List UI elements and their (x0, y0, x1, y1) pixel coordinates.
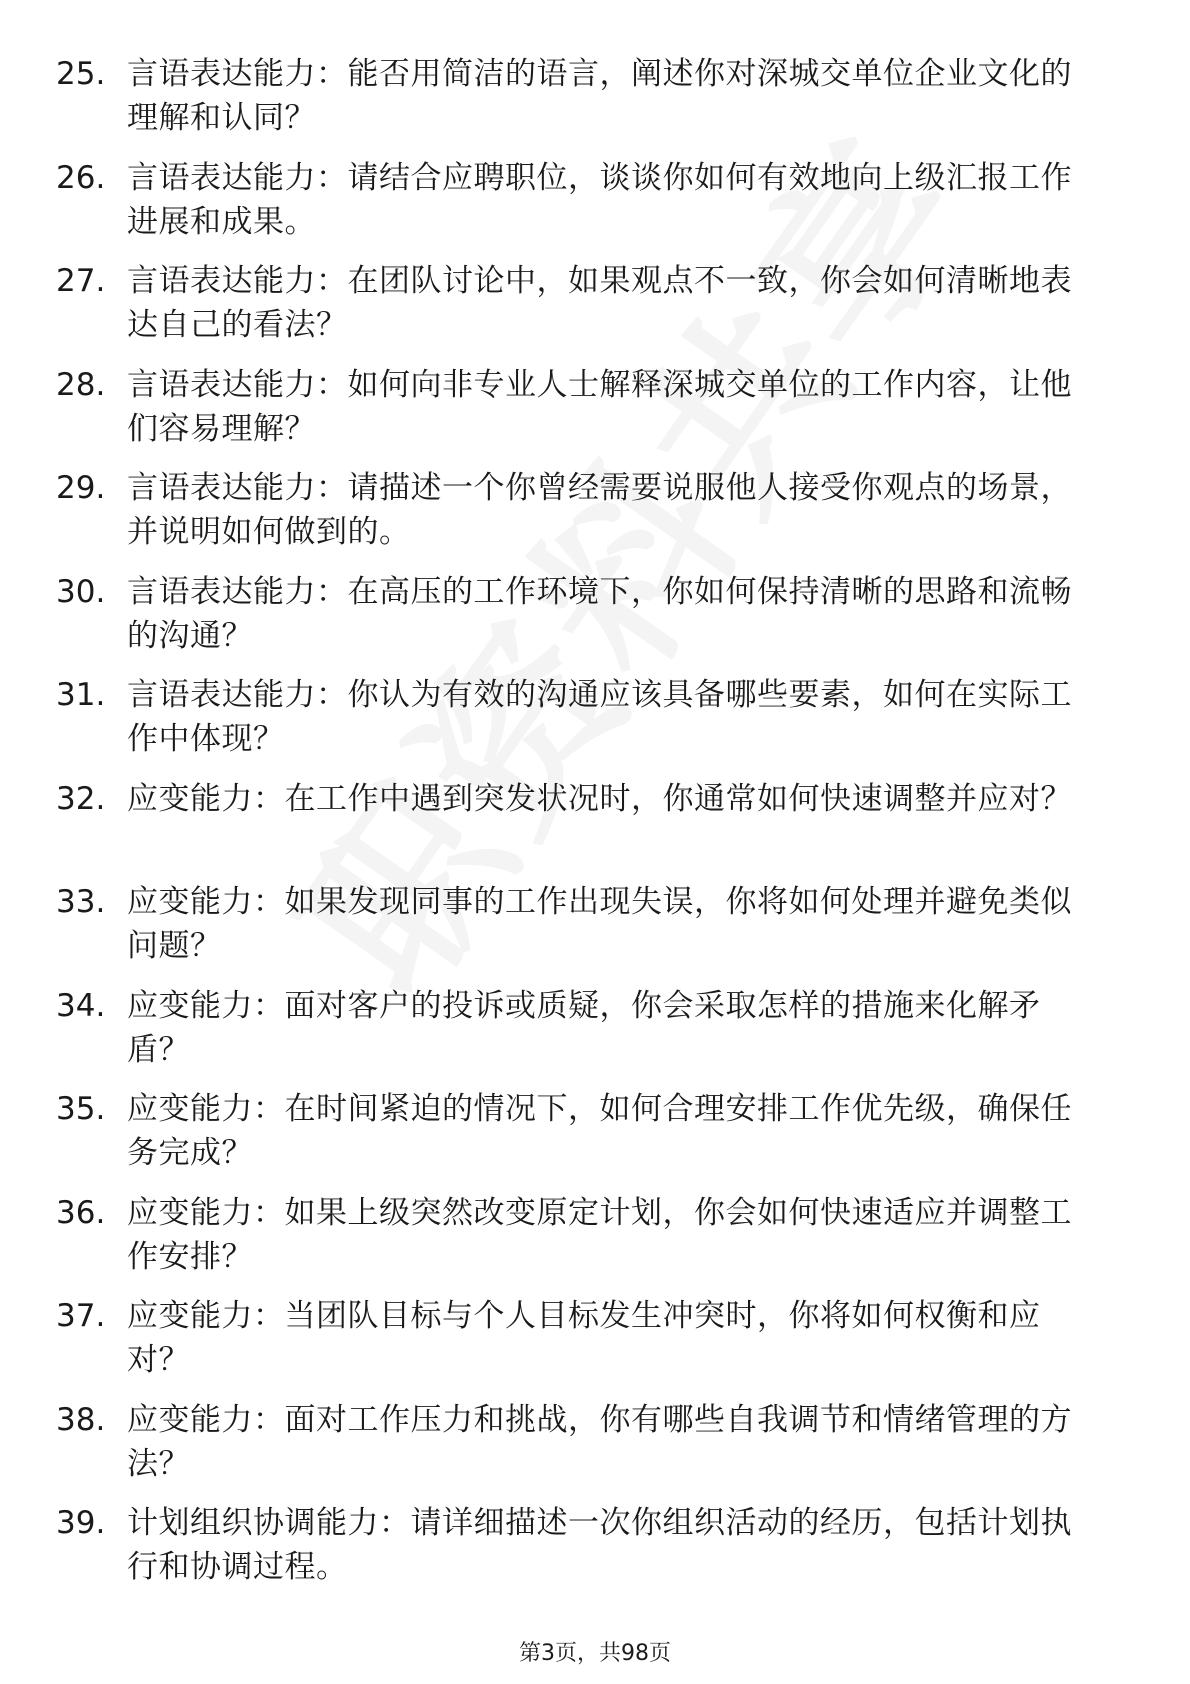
question-text: 应变能力：在工作中遇到突发状况时，你通常如何快速调整并应对？ (127, 780, 1072, 817)
question-text: 应变能力：在时间紧迫的情况下，如何合理安排工作优先级，确保任务完成？ (127, 1091, 1072, 1171)
question-item (56, 1191, 1136, 1295)
question-number: 35. (56, 1091, 106, 1127)
question-text: 言语表达能力：能否用简洁的语言，阐述你对深城交单位企业文化的理解和认同？ (127, 56, 1072, 136)
question-item (56, 1294, 1136, 1398)
question-number: 33. (56, 884, 106, 920)
question-text: 应变能力：如果上级突然改变原定计划，你会如何快速适应并调整工作安排？ (127, 1194, 1072, 1275)
question-text: 言语表达能力：请描述一个你曾经需要说服他人接受你观点的场景，并说明如何做到的。 (127, 470, 1072, 550)
question-text: 言语表达能力：请结合应聘职位，谈谈你如何有效地向上级汇报工作进展和成果。 (127, 159, 1072, 240)
question-item (56, 52, 1136, 156)
question-item (56, 673, 1136, 777)
question-number: 28. (56, 366, 106, 403)
question-number: 38. (56, 1401, 106, 1438)
question-text: 计划组织协调能力：请详细描述一次你组织活动的经历，包括计划执行和协调过程。 (127, 1505, 1072, 1585)
question-item (56, 777, 1136, 881)
question-number: 26. (56, 159, 106, 196)
question-item (56, 1087, 1136, 1191)
question-text: 言语表达能力：在高压的工作环境下，你如何保持清晰的思路和流畅的沟通？ (127, 573, 1072, 654)
question-number: 30. (56, 573, 106, 610)
question-item (56, 466, 1136, 570)
page-footer: 第3页，共98页 (519, 1641, 671, 1666)
question-number: 25. (56, 56, 106, 92)
question-number: 34. (56, 987, 106, 1024)
question-text: 应变能力：如果发现同事的工作出现失误，你将如何处理并避免类似问题？ (127, 884, 1072, 964)
question-item (56, 570, 1136, 674)
question-text: 应变能力：面对工作压力和挑战，你有哪些自我调节和情绪管理的方法？ (127, 1401, 1072, 1482)
question-item (56, 363, 1136, 467)
question-number: 31. (56, 677, 106, 713)
question-item (56, 984, 1136, 1088)
question-item (56, 1501, 1136, 1605)
question-number: 37. (56, 1298, 106, 1334)
question-item (56, 156, 1136, 260)
question-text: 言语表达能力：在团队讨论中，如果观点不一致，你会如何清晰地表达自己的看法？ (127, 263, 1072, 343)
question-item (56, 259, 1136, 363)
question-item (56, 880, 1136, 984)
question-item (56, 1398, 1136, 1502)
question-list (56, 52, 1136, 1605)
question-number: 36. (56, 1194, 106, 1231)
question-text: 言语表达能力：如何向非专业人士解释深城交单位的工作内容，让他们容易理解？ (127, 366, 1072, 447)
question-number: 39. (56, 1505, 106, 1541)
question-number: 27. (56, 263, 106, 299)
question-number: 32. (56, 780, 106, 817)
question-number: 29. (56, 470, 106, 506)
question-text: 应变能力：面对客户的投诉或质疑，你会采取怎样的措施来化解矛盾？ (127, 987, 1041, 1068)
question-text: 应变能力：当团队目标与个人目标发生冲突时，你将如何权衡和应对？ (127, 1298, 1041, 1378)
question-text: 言语表达能力：你认为有效的沟通应该具备哪些要素，如何在实际工作中体现？ (127, 677, 1072, 757)
